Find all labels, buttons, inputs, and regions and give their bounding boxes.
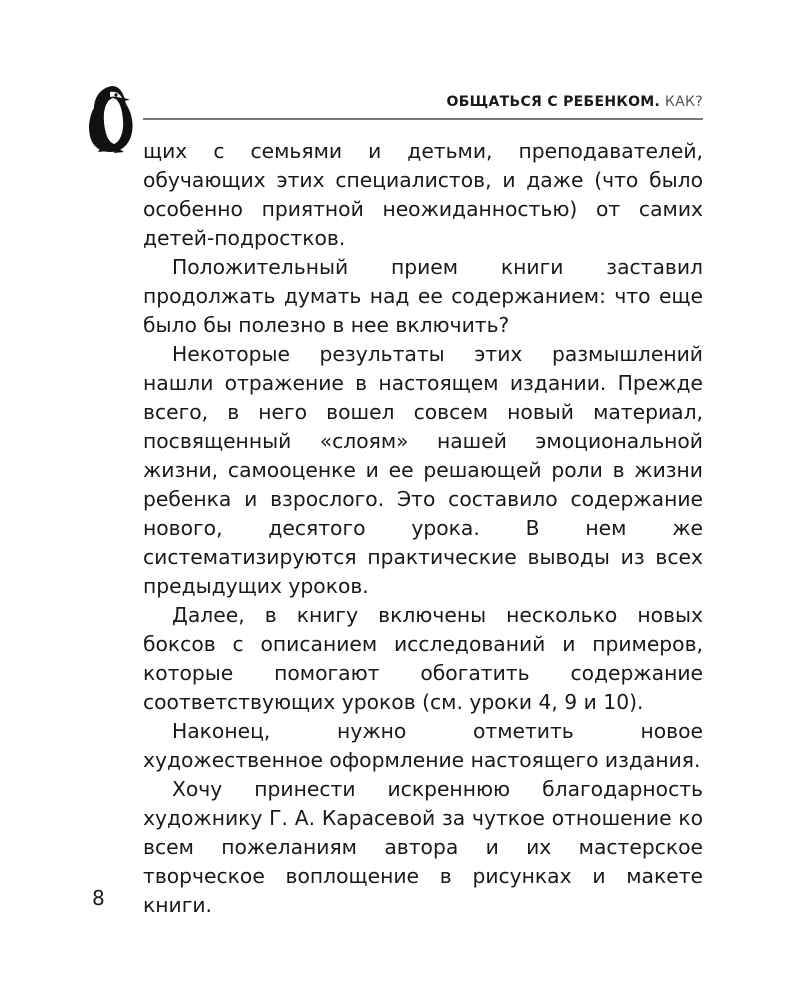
body-text	[143, 137, 703, 920]
penguin-icon	[86, 84, 134, 154]
page-number: 8	[92, 886, 105, 910]
header-title-suffix: КАК?	[664, 94, 703, 110]
paragraph: Положительный прием книги заставил продолжать думать над ее содержанием: что еще было бы полезно в нее включить?	[143, 255, 703, 337]
paragraph: щих с семьями и детьми, преподавателей, обучающих этих специалистов, и даже (что было особенно приятной неожиданностью) от самих детей-подростков.	[143, 139, 703, 250]
paragraph: Некоторые результаты этих размышлений нашли отражение в настоящем издании. Прежде всего, в него вошел совсем новый материал, посвященный «слоям» нашей эмоциональной жизни, самооценке и ее решающей роли в жизни ребенка и взрослого. Это составило содержание нового, десятого урока. В нем же систематизируются практические выводы из всех предыдущих уроков.	[143, 342, 703, 598]
header-title: ОБЩАТЬСЯ С РЕБЕНКОМ.	[446, 94, 661, 110]
running-header	[143, 92, 703, 120]
paragraph: Наконец, нужно отметить новое художественное оформление настоящего издания.	[143, 719, 703, 772]
paragraph: Далее, в книгу включены несколько новых боксов с описанием исследований и примеров, которые помогают обогатить содержание соответствующих уроков (см. уроки 4, 9 и 10).	[143, 603, 703, 714]
paragraph: Хочу принести искреннюю благодарность художнику Г. А. Карасевой за чуткое отношение ко всем пожеланиям автора и их мастерское творческое воплощение в рисунках и макете книги.	[143, 777, 703, 917]
